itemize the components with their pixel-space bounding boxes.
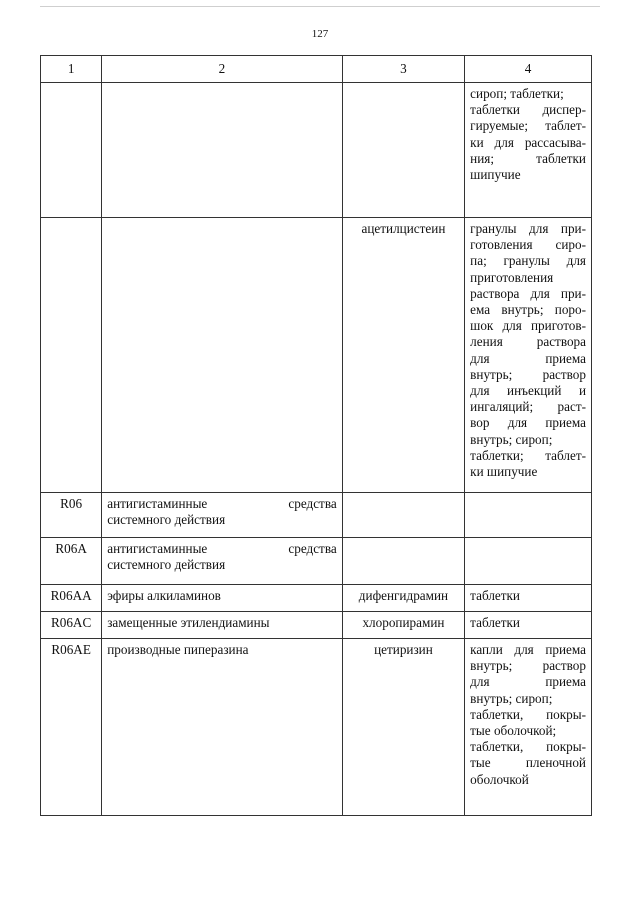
substance-cell	[342, 538, 464, 585]
forms-line: внутрь; сироп;	[470, 690, 553, 706]
forms-line: ингаляций; раст-	[470, 399, 586, 415]
forms-cell: таблетки	[465, 585, 592, 612]
table-row	[41, 585, 592, 612]
table-row	[41, 218, 592, 493]
code-cell: R06A	[41, 538, 102, 585]
forms-cell	[465, 493, 592, 538]
header-col-1: 1	[41, 56, 102, 83]
forms-line: оболочкой	[470, 771, 529, 787]
table-row	[41, 83, 592, 218]
substance-cell: дифенгидрамин	[342, 585, 464, 612]
group-line: системного действия	[107, 557, 226, 573]
table-header	[41, 56, 592, 83]
forms-line: ки шипучие	[470, 464, 538, 480]
forms-line: гранулы для при-	[470, 221, 586, 236]
forms-line: для приема	[470, 674, 586, 690]
group-line: антигистаминные средства	[107, 496, 337, 511]
substance-cell: ацетилцистеин	[342, 218, 464, 493]
forms-line: капли для приема	[470, 642, 586, 657]
group-line: системного действия	[107, 512, 226, 528]
forms-line: гируемые; таблет-	[470, 118, 586, 134]
forms-line: таблетки, покры-	[470, 739, 586, 755]
forms-line: ки для рассасыва-	[470, 134, 586, 150]
forms-line: шок для приготов-	[470, 318, 586, 334]
forms-line: ема внутрь; поро-	[470, 302, 586, 318]
forms-line: таблетки; таблет-	[470, 447, 586, 463]
group-cell: эфиры алкиламинов	[102, 585, 343, 612]
forms-line: тые оболочкой;	[470, 723, 557, 739]
forms-cell	[465, 83, 592, 218]
drug-table	[40, 55, 592, 816]
group-cell	[102, 538, 343, 585]
group-cell	[102, 83, 343, 218]
forms-cell	[465, 538, 592, 585]
code-cell: R06AC	[41, 612, 102, 639]
forms-line: ния; таблетки	[470, 150, 586, 166]
code-cell: R06AE	[41, 639, 102, 816]
table-row	[41, 493, 592, 538]
code-cell	[41, 83, 102, 218]
substance-cell	[342, 83, 464, 218]
code-cell: R06AA	[41, 585, 102, 612]
forms-line: тые пленочной	[470, 755, 586, 771]
top-rule	[40, 6, 600, 7]
substance-cell: цетиризин	[342, 639, 464, 816]
forms-line: таблетки диспер-	[470, 102, 586, 118]
substance-cell: хлоропирамин	[342, 612, 464, 639]
forms-line: внутрь; раствор	[470, 658, 586, 674]
forms-line: внутрь; сироп;	[470, 431, 553, 447]
table-row	[41, 538, 592, 585]
forms-line: для приема	[470, 350, 586, 366]
page-number: 127	[311, 28, 329, 40]
forms-line: внутрь; раствор	[470, 366, 586, 382]
forms-line: па; гранулы для	[470, 253, 586, 269]
forms-line: раствора для при-	[470, 285, 586, 301]
header-col-3: 3	[342, 56, 464, 83]
header-col-4: 4	[465, 56, 592, 83]
group-cell: производные пиперазина	[102, 639, 343, 816]
group-line: антигистаминные средства	[107, 541, 337, 556]
table-row	[41, 639, 592, 816]
group-cell: замещенные этилендиамины	[102, 612, 343, 639]
forms-line: приготовления	[470, 269, 554, 285]
substance-cell	[342, 493, 464, 538]
forms-cell	[465, 218, 592, 493]
forms-line: ления раствора	[470, 334, 586, 350]
code-cell: R06	[41, 493, 102, 538]
forms-line: таблетки, покры-	[470, 706, 586, 722]
forms-line: для инъекций и	[470, 383, 586, 399]
table-row	[41, 612, 592, 639]
forms-line: готовления сиро-	[470, 237, 586, 253]
forms-line: шипучие	[470, 167, 521, 183]
group-cell	[102, 218, 343, 493]
forms-cell	[465, 639, 592, 816]
group-cell	[102, 493, 343, 538]
forms-line: сироп; таблетки;	[470, 86, 564, 101]
code-cell	[41, 218, 102, 493]
header-row	[41, 56, 592, 83]
forms-cell: таблетки	[465, 612, 592, 639]
forms-line: вор для приема	[470, 415, 586, 431]
header-col-2: 2	[102, 56, 343, 83]
